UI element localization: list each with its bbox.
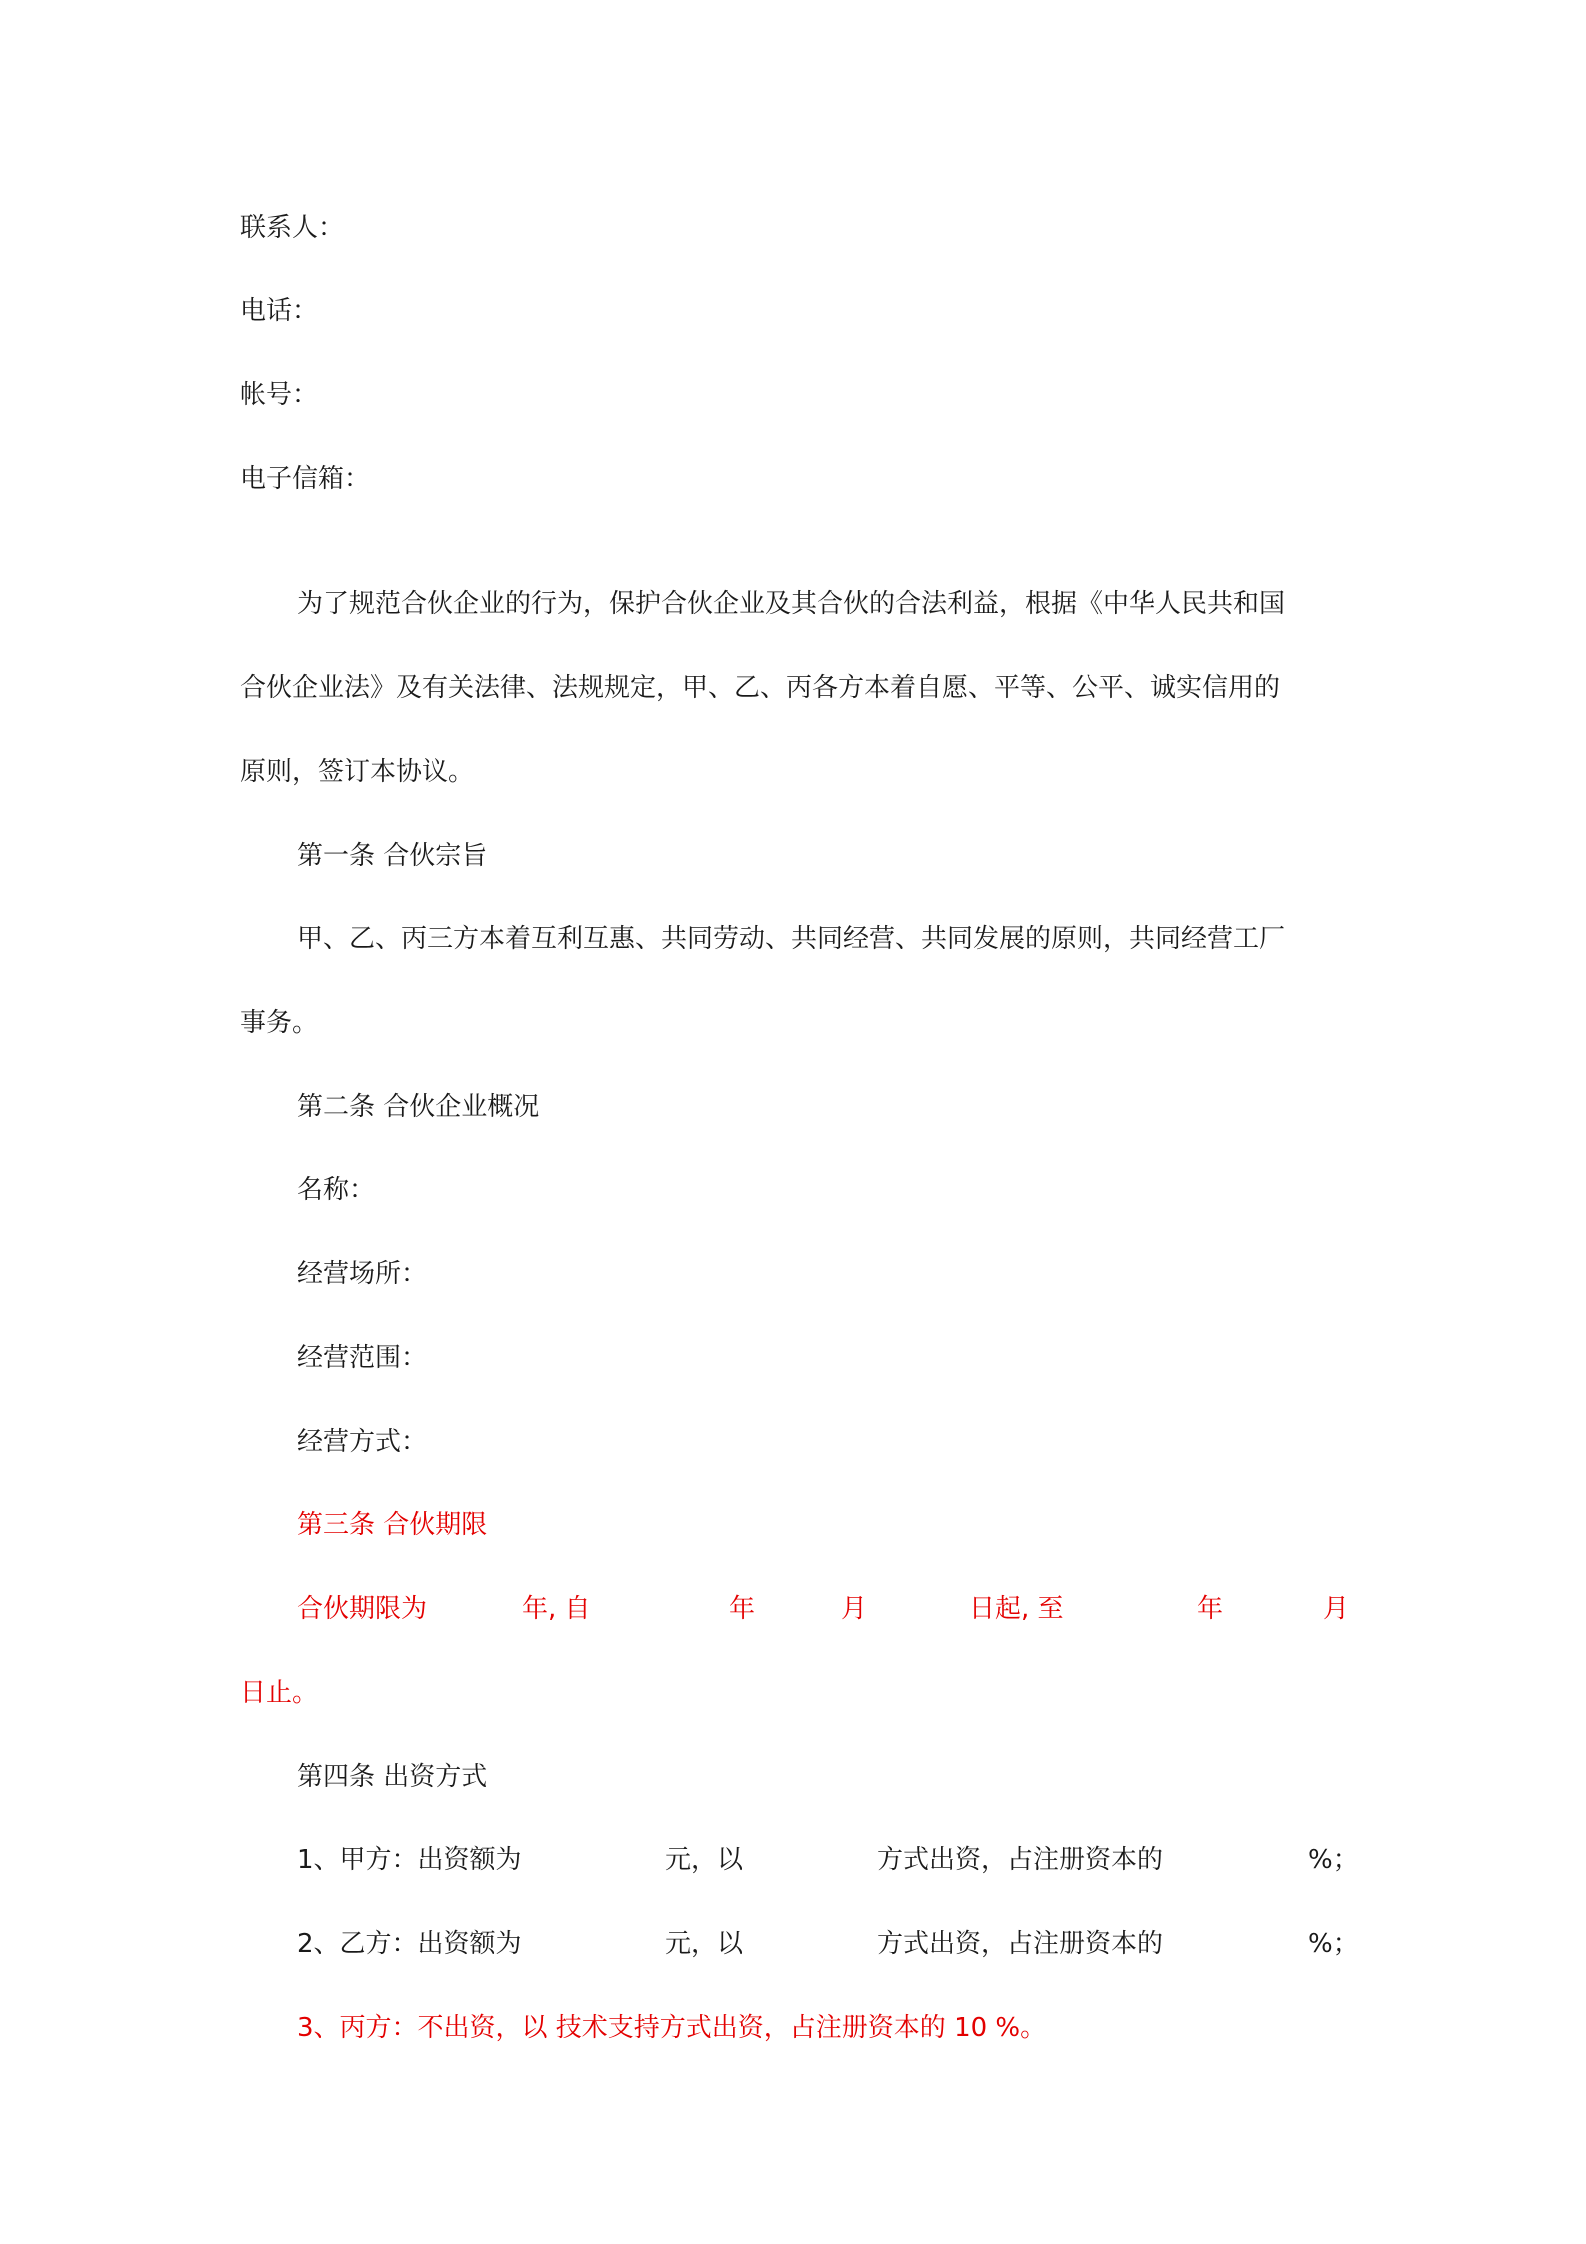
term-part-4: 月 (841, 1594, 868, 1624)
preamble-text-1: 为了规范合伙企业的行为，保护合伙企业及其合伙的合法利益，根据《中华人民共和国 (297, 589, 1286, 619)
party-a-part-4: %； (1308, 1845, 1359, 1875)
partnership-term-end: 日止。 (240, 1678, 319, 1708)
party-b-part-1: 2、乙方：出资额为 (297, 1929, 522, 1959)
term-part-5: 日起, 至 (969, 1594, 1064, 1624)
term-part-2: 年, 自 (522, 1594, 591, 1624)
preamble-line-3: 原则，签订本协议。 (240, 757, 475, 787)
party-a-part-1: 1、甲方：出资额为 (297, 1845, 522, 1875)
email-label: 电子信箱： (240, 464, 371, 494)
business-scope-label: 经营范围： (297, 1343, 428, 1373)
preamble-line-1 (297, 586, 1350, 622)
enterprise-name-label: 名称： (297, 1175, 376, 1205)
business-place-label: 经营场所： (297, 1259, 428, 1289)
article-3-heading: 第三条 合伙期限 (297, 1510, 488, 1540)
phone-label: 电话： (240, 296, 319, 326)
term-part-3: 年 (729, 1594, 756, 1624)
party-b-part-4: %； (1308, 1929, 1359, 1959)
preamble-line-2: 合伙企业法》及有关法律、法规规定，甲、乙、丙各方本着自愿、平等、公平、诚实信用的 (240, 673, 1281, 703)
party-a-part-3: 方式出资，占注册资本的 (877, 1845, 1164, 1875)
term-part-7: 月 (1323, 1594, 1350, 1624)
article-4-heading: 第四条 出资方式 (297, 1762, 488, 1792)
business-mode-label: 经营方式： (297, 1427, 428, 1457)
party-a-part-2: 元，以 (665, 1845, 744, 1875)
article-2-heading: 第二条 合伙企业概况 (297, 1092, 540, 1122)
article-1-body-line-1: 甲、乙、丙三方本着互利互惠、共同劳动、共同经营、共同发展的原则，共同经营工厂 (297, 924, 1286, 954)
party-b-part-2: 元，以 (665, 1929, 744, 1959)
contact-person-label: 联系人： (240, 213, 345, 243)
article-1-body-line-2: 事务。 (240, 1008, 319, 1038)
party-c-contribution-line: 3、丙方：不出资，以 技术支持方式出资，占注册资本的 10 %。 (297, 2013, 1047, 2043)
article-1-heading: 第一条 合伙宗旨 (297, 841, 488, 871)
account-label: 帐号： (240, 380, 319, 410)
party-b-part-3: 方式出资，占注册资本的 (877, 1929, 1164, 1959)
term-part-6: 年 (1197, 1594, 1224, 1624)
term-part-1: 合伙期限为 (297, 1594, 428, 1624)
